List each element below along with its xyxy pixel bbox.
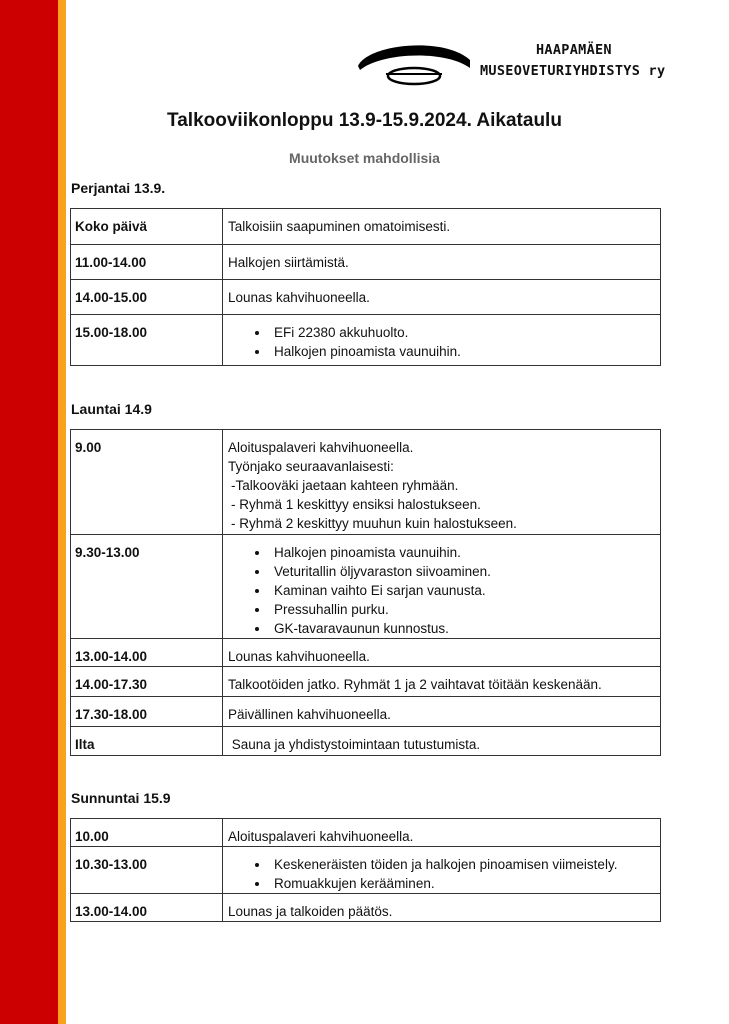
- friday-schedule-table: [70, 208, 661, 366]
- org-line1: HAAPAMÄEN: [536, 42, 612, 58]
- activity-cell: [223, 847, 661, 894]
- table-row: [71, 209, 661, 245]
- table-row: [71, 727, 661, 756]
- table-row: [71, 430, 661, 535]
- table-row: [71, 667, 661, 697]
- text-line: - Ryhmä 1 keskittyy ensiksi halostukseen.: [231, 497, 481, 512]
- time-cell: 14.00-15.00: [71, 280, 223, 315]
- time-cell: 15.00-18.00: [71, 315, 223, 366]
- activity-cell: Talkoisiin saapuminen omatoimisesti.: [223, 209, 661, 245]
- list-item: • Halkojen pinoamista vaunuihin.: [270, 543, 656, 562]
- activity-cell: Halkojen siirtämistä.: [223, 245, 661, 280]
- time-cell: 14.00-17.30: [71, 667, 223, 697]
- text-line: -Talkooväki jaetaan kahteen ryhmään.: [231, 478, 459, 493]
- activity-cell: Sauna ja yhdistystoimintaan tutustumista.: [223, 727, 661, 756]
- time-cell: 13.00-14.00: [71, 894, 223, 922]
- activity-cell: Lounas kahvihuoneella.: [223, 280, 661, 315]
- text-line: - Ryhmä 2 keskittyy muuhun kuin halostukseen.: [231, 516, 517, 531]
- list-item: • Kaminan vaihto Ei sarjan vaunusta.: [270, 581, 656, 600]
- day-heading-saturday: Launtai 14.9: [71, 401, 152, 417]
- page-subtitle: Muutokset mahdollisia: [289, 150, 440, 166]
- bullet-list: [228, 543, 656, 638]
- day-heading-sunday: Sunnuntai 15.9: [71, 790, 171, 806]
- bullet-list: [228, 323, 656, 361]
- time-cell: 10.30-13.00: [71, 847, 223, 894]
- list-item: • Romuakkujen kerääminen.: [270, 874, 656, 893]
- time-cell: 10.00: [71, 819, 223, 847]
- activity-cell: Lounas kahvihuoneella.: [223, 639, 661, 667]
- list-item: • Keskeneräisten töiden ja halkojen pinoamisen viimeistely.: [270, 855, 656, 874]
- saturday-schedule-table: [70, 429, 661, 756]
- time-cell: 17.30-18.00: [71, 697, 223, 727]
- table-row: [71, 280, 661, 315]
- activity-cell: Talkootöiden jatko. Ryhmät 1 ja 2 vaihtavat töitään keskenään.: [223, 667, 661, 697]
- activity-cell: Aloituspalaveri kahvihuoneella.: [223, 819, 661, 847]
- activity-cell: Lounas ja talkoiden päätös.: [223, 894, 661, 922]
- day-heading-friday: Perjantai 13.9.: [71, 180, 166, 196]
- sunday-schedule-table: [70, 818, 661, 922]
- org-line2: MUSEOVETURIYHDISTYS ry: [480, 63, 666, 79]
- time-cell: 9.00: [71, 430, 223, 535]
- time-cell: Ilta: [71, 727, 223, 756]
- logo-icon: [352, 38, 474, 90]
- activity-cell: Päivällinen kahvihuoneella.: [223, 697, 661, 727]
- bullet-list: [228, 855, 656, 893]
- text-line: Työnjako seuraavanlaisesti:: [228, 459, 394, 474]
- list-item: • Halkojen pinoamista vaunuihin.: [270, 342, 656, 361]
- text-line: Aloituspalaveri kahvihuoneella.: [228, 440, 414, 455]
- time-cell: 11.00-14.00: [71, 245, 223, 280]
- organization-name: [480, 40, 720, 82]
- activity-cell: [223, 430, 661, 535]
- time-cell: 9.30-13.00: [71, 535, 223, 639]
- table-row: [71, 847, 661, 894]
- activity-cell: [223, 535, 661, 639]
- activity-cell: [223, 315, 661, 366]
- table-row: [71, 894, 661, 922]
- list-item: • GK-tavaravaunun kunnostus.: [270, 619, 656, 638]
- table-row: [71, 535, 661, 639]
- table-row: [71, 315, 661, 366]
- list-item: • Veturitallin öljyvaraston siivoaminen.: [270, 562, 656, 581]
- table-row: [71, 697, 661, 727]
- list-item: • EFi 22380 akkuhuolto.: [270, 323, 656, 342]
- page-title: Talkooviikonloppu 13.9-15.9.2024. Aikataulu: [167, 110, 562, 131]
- table-row: [71, 245, 661, 280]
- time-cell: 13.00-14.00: [71, 639, 223, 667]
- table-row: [71, 819, 661, 847]
- time-cell: Koko päivä: [71, 209, 223, 245]
- list-item: • Pressuhallin purku.: [270, 600, 656, 619]
- table-row: [71, 639, 661, 667]
